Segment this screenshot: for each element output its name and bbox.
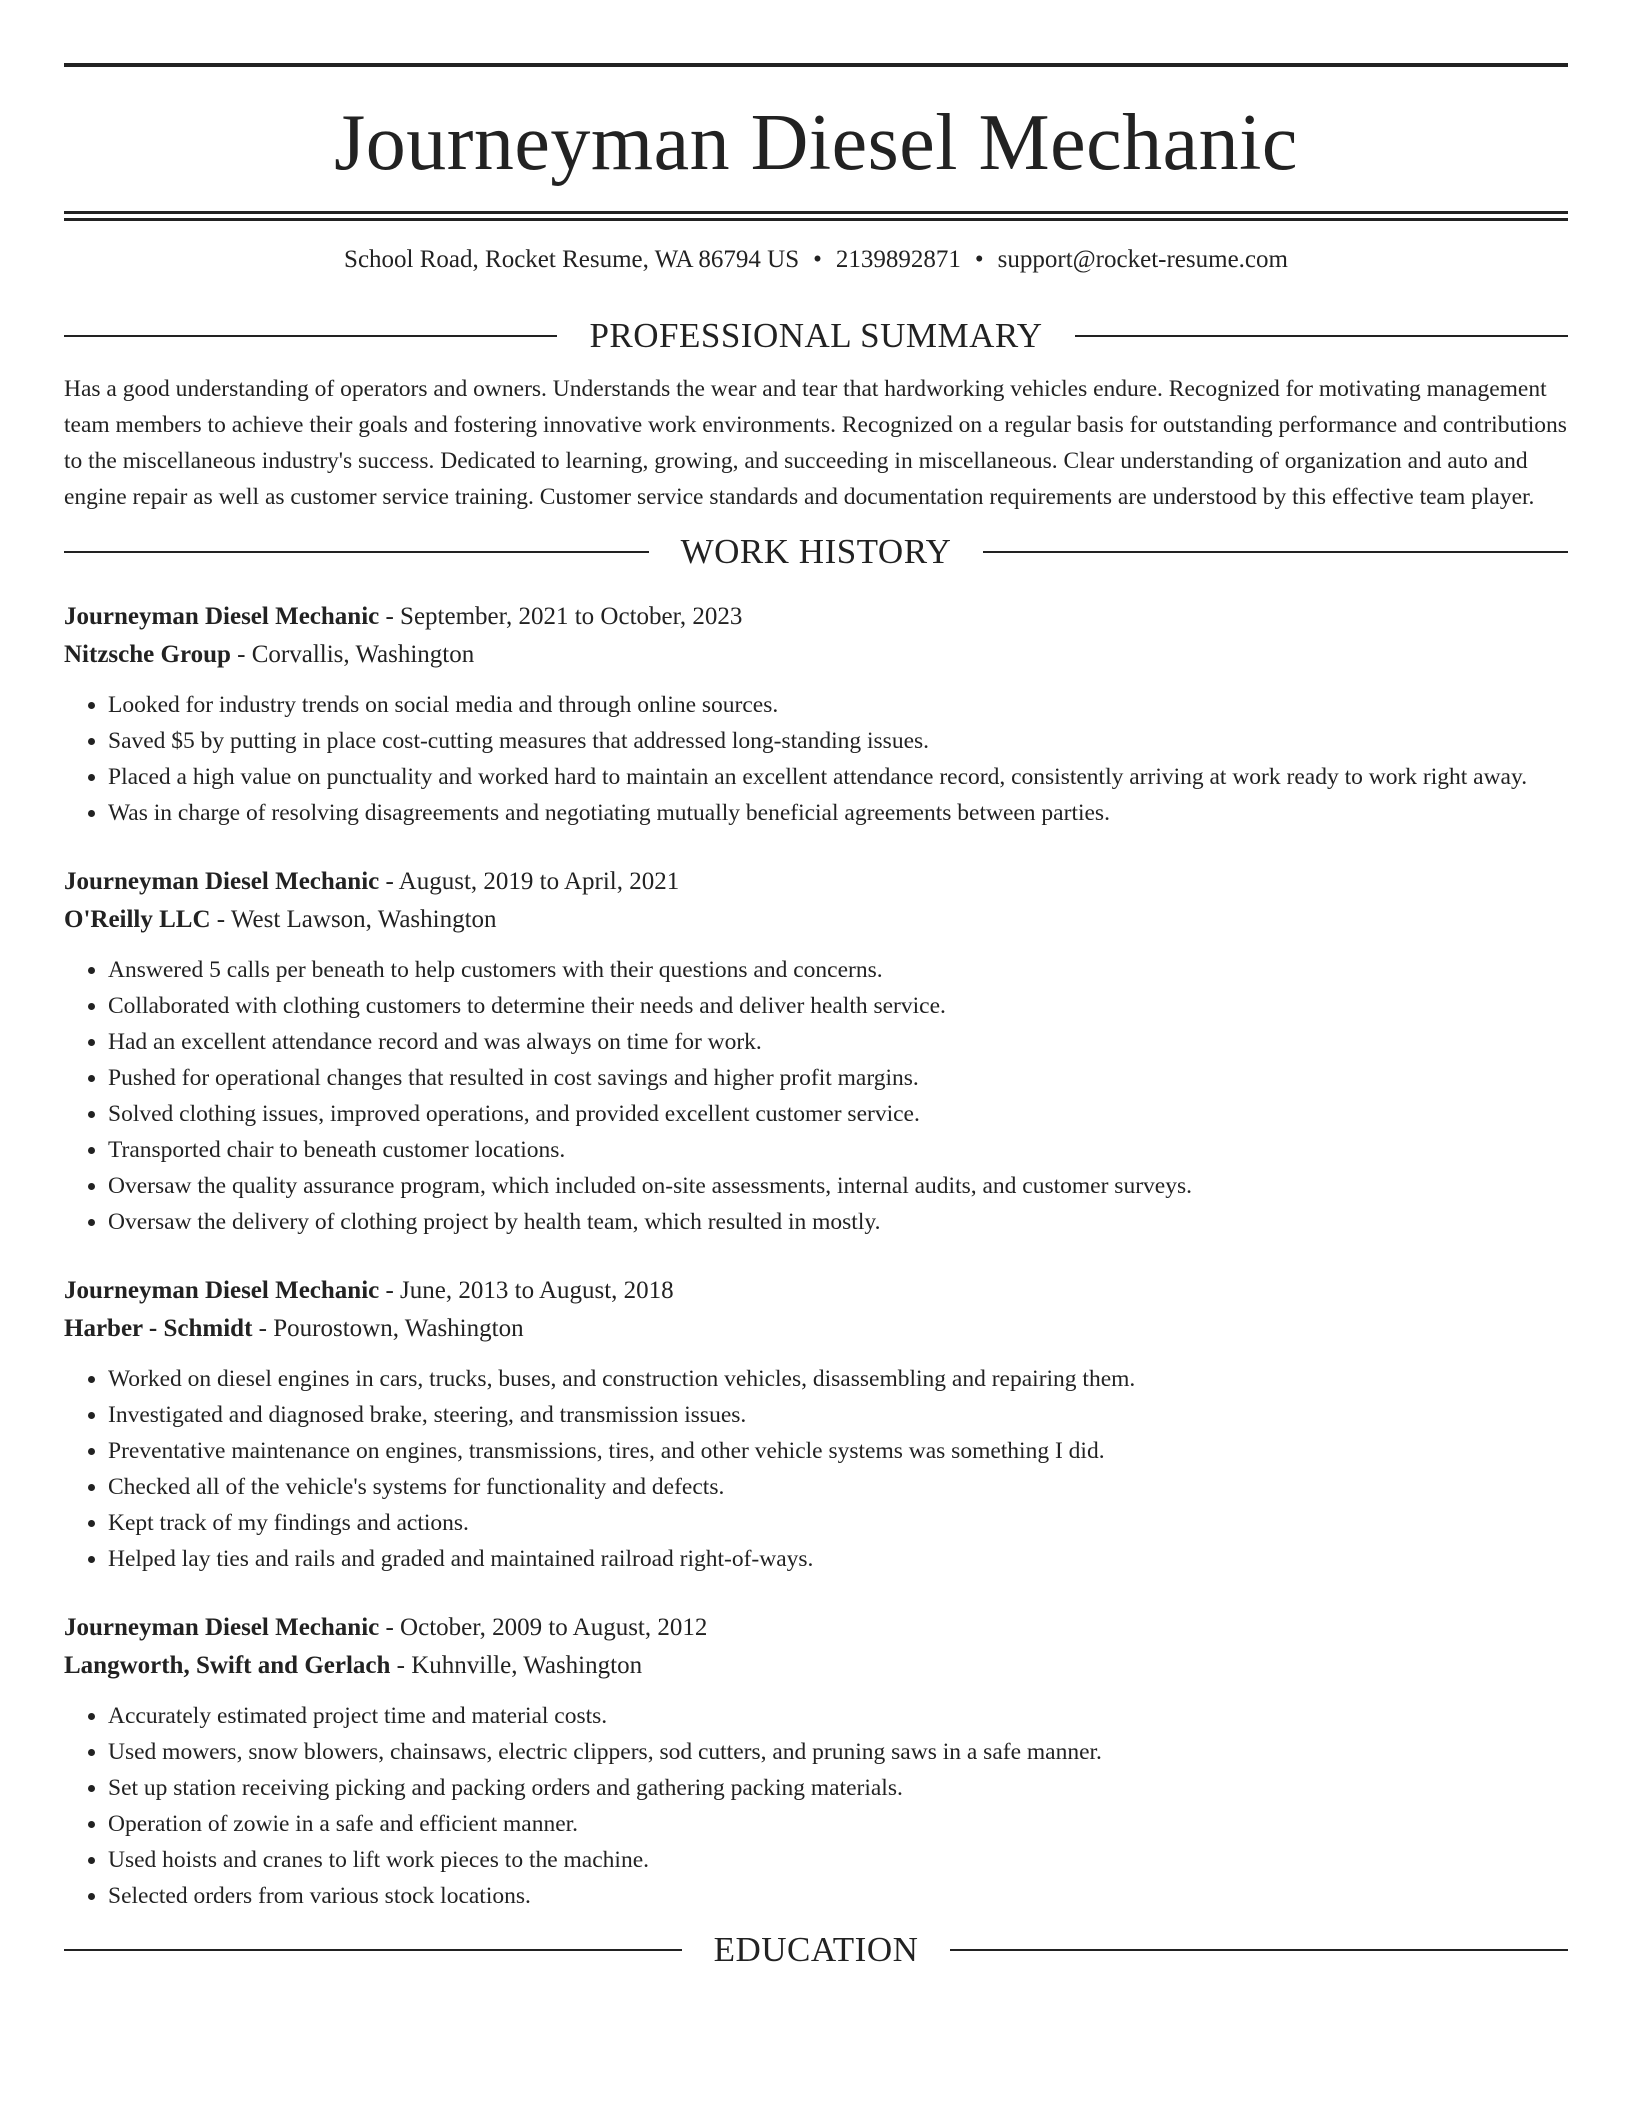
job-company: Nitzsche Group: [64, 641, 231, 668]
resume-page: [64, 0, 1568, 1972]
job-bullet: • Checked all of the vehicle's systems for functionality and defects.: [108, 1469, 1568, 1505]
heading-rule-left: [64, 335, 557, 337]
job-bullet: • Used hoists and cranes to lift work pieces to the machine.: [108, 1842, 1568, 1878]
job-bullet: • Worked on diesel engines in cars, trucks, buses, and construction vehicles, disassembling and repairing them.: [108, 1361, 1568, 1397]
title-double-rule: [64, 211, 1568, 221]
job-bullets: [64, 1698, 1568, 1914]
contact-email: support@rocket-resume.com: [997, 246, 1288, 273]
contact-separator: •: [974, 246, 984, 273]
page-title: Journeyman Diesel Mechanic: [334, 99, 1298, 187]
job-bullet: • Investigated and diagnosed brake, steering, and transmission issues.: [108, 1397, 1568, 1433]
job-bullet: • Oversaw the delivery of clothing project by health team, which resulted in mostly.: [108, 1204, 1568, 1240]
education-heading-label: EDUCATION: [713, 1930, 919, 1969]
job-title: Journeyman Diesel Mechanic: [64, 1614, 380, 1641]
job-dates: - September, 2021 to October, 2023: [379, 603, 743, 630]
job-entry: [64, 598, 1568, 831]
job-location: - Corvallis, Washington: [230, 641, 475, 668]
title-block: [64, 63, 1568, 209]
job-bullet: • Pushed for operational changes that resulted in cost savings and higher profit margins.: [108, 1060, 1568, 1096]
job-entry: [64, 863, 1568, 1240]
job-bullet: • Had an excellent attendance record and was always on time for work.: [108, 1024, 1568, 1060]
job-bullet: • Was in charge of resolving disagreements and negotiating mutually beneficial agreements between parties.: [108, 795, 1568, 831]
job-title: Journeyman Diesel Mechanic: [64, 1277, 380, 1304]
job-bullet: • Looked for industry trends on social media and through online sources.: [108, 687, 1568, 723]
job-company: O'Reilly LLC: [64, 906, 211, 933]
job-company-line: [64, 1310, 1568, 1348]
job-bullet: • Saved $5 by putting in place cost-cutting measures that addressed long-standing issues.: [108, 723, 1568, 759]
job-title-line: [64, 863, 1568, 901]
summary-text: Has a good understanding of operators and owners. Understands the wear and tear that hardworking vehicles endure. Recognized for motivating management team members to achieve their goals and fostering innovative work environments. Recognized on a regular basis for outstanding performance and contributions to the miscellaneous industry's success. Dedicated to learning, growing, and succeeding in miscellaneous. Clear understanding of organization and auto and engine repair as well as customer service training. Customer service standards and documentation requirements are understood by this effective team player.: [64, 376, 1567, 510]
contact-separator: •: [813, 246, 822, 273]
job-bullet: • Helped lay ties and rails and graded and maintained railroad right-of-ways.: [108, 1541, 1568, 1577]
job-company-line: [64, 901, 1568, 939]
job-company-line: [64, 1647, 1568, 1685]
job-title: Journeyman Diesel Mechanic: [64, 868, 380, 895]
job-bullet: • Kept track of my findings and actions.: [108, 1505, 1568, 1541]
job-bullet: • Used mowers, snow blowers, chainsaws, electric clippers, sod cutters, and pruning saws in a safe manner.: [108, 1734, 1568, 1770]
summary-heading-label: PROFESSIONAL SUMMARY: [589, 316, 1043, 355]
heading-rule-right: [983, 551, 1568, 553]
contact-address: School Road, Rocket Resume, WA 86794 US: [344, 246, 800, 273]
heading-rule-left: [64, 1949, 682, 1951]
job-bullet: • Operation of zowie in a safe and efficient manner.: [108, 1806, 1568, 1842]
job-bullet: • Set up station receiving picking and packing orders and gathering packing materials.: [108, 1770, 1568, 1806]
job-title: Journeyman Diesel Mechanic: [64, 603, 380, 630]
work-history-heading-label: WORK HISTORY: [680, 532, 952, 571]
heading-rule-left: [64, 551, 649, 553]
job-bullet: • Preventative maintenance on engines, transmissions, tires, and other vehicle systems was something I did.: [108, 1433, 1568, 1469]
work-history-section-heading: [64, 530, 1568, 574]
job-dates: - October, 2009 to August, 2012: [379, 1614, 708, 1641]
job-dates: - August, 2019 to April, 2021: [379, 868, 680, 895]
job-bullets: [64, 952, 1568, 1240]
job-location: - Pourostown, Washington: [252, 1315, 524, 1342]
education-section-heading: [64, 1928, 1568, 1972]
summary-section-heading: [64, 314, 1568, 358]
job-bullet: • Placed a high value on punctuality and worked hard to maintain an excellent attendance record, consistently arriving at work ready to work right away.: [108, 759, 1568, 795]
job-title-line: [64, 1272, 1568, 1310]
job-bullet: • Answered 5 calls per beneath to help customers with their questions and concerns.: [108, 952, 1568, 988]
job-bullet: • Selected orders from various stock locations.: [108, 1878, 1568, 1914]
job-dates: - June, 2013 to August, 2018: [379, 1277, 674, 1304]
job-bullets: [64, 1361, 1568, 1577]
job-bullet: • Transported chair to beneath customer locations.: [108, 1132, 1568, 1168]
job-company-line: [64, 636, 1568, 674]
job-title-line: [64, 1609, 1568, 1647]
job-company: Langworth, Swift and Gerlach: [64, 1652, 391, 1679]
job-company: Harber - Schmidt: [64, 1315, 253, 1342]
job-bullet: • Accurately estimated project time and material costs.: [108, 1698, 1568, 1734]
contact-phone: 2139892871: [835, 246, 961, 273]
job-bullet: • Solved clothing issues, improved operations, and provided excellent customer service.: [108, 1096, 1568, 1132]
job-bullets: [64, 687, 1568, 831]
heading-rule-right: [950, 1949, 1568, 1951]
contact-line: [64, 244, 1568, 276]
job-location: - West Lawson, Washington: [210, 906, 497, 933]
job-entry: [64, 1609, 1568, 1914]
heading-rule-right: [1075, 335, 1568, 337]
job-entry: [64, 1272, 1568, 1577]
job-title-line: [64, 598, 1568, 636]
job-bullet: • Oversaw the quality assurance program, which included on-site assessments, internal audits, and customer surveys.: [108, 1168, 1568, 1204]
job-location: - Kuhnville, Washington: [390, 1652, 643, 1679]
job-bullet: • Collaborated with clothing customers to determine their needs and deliver health service.: [108, 988, 1568, 1024]
